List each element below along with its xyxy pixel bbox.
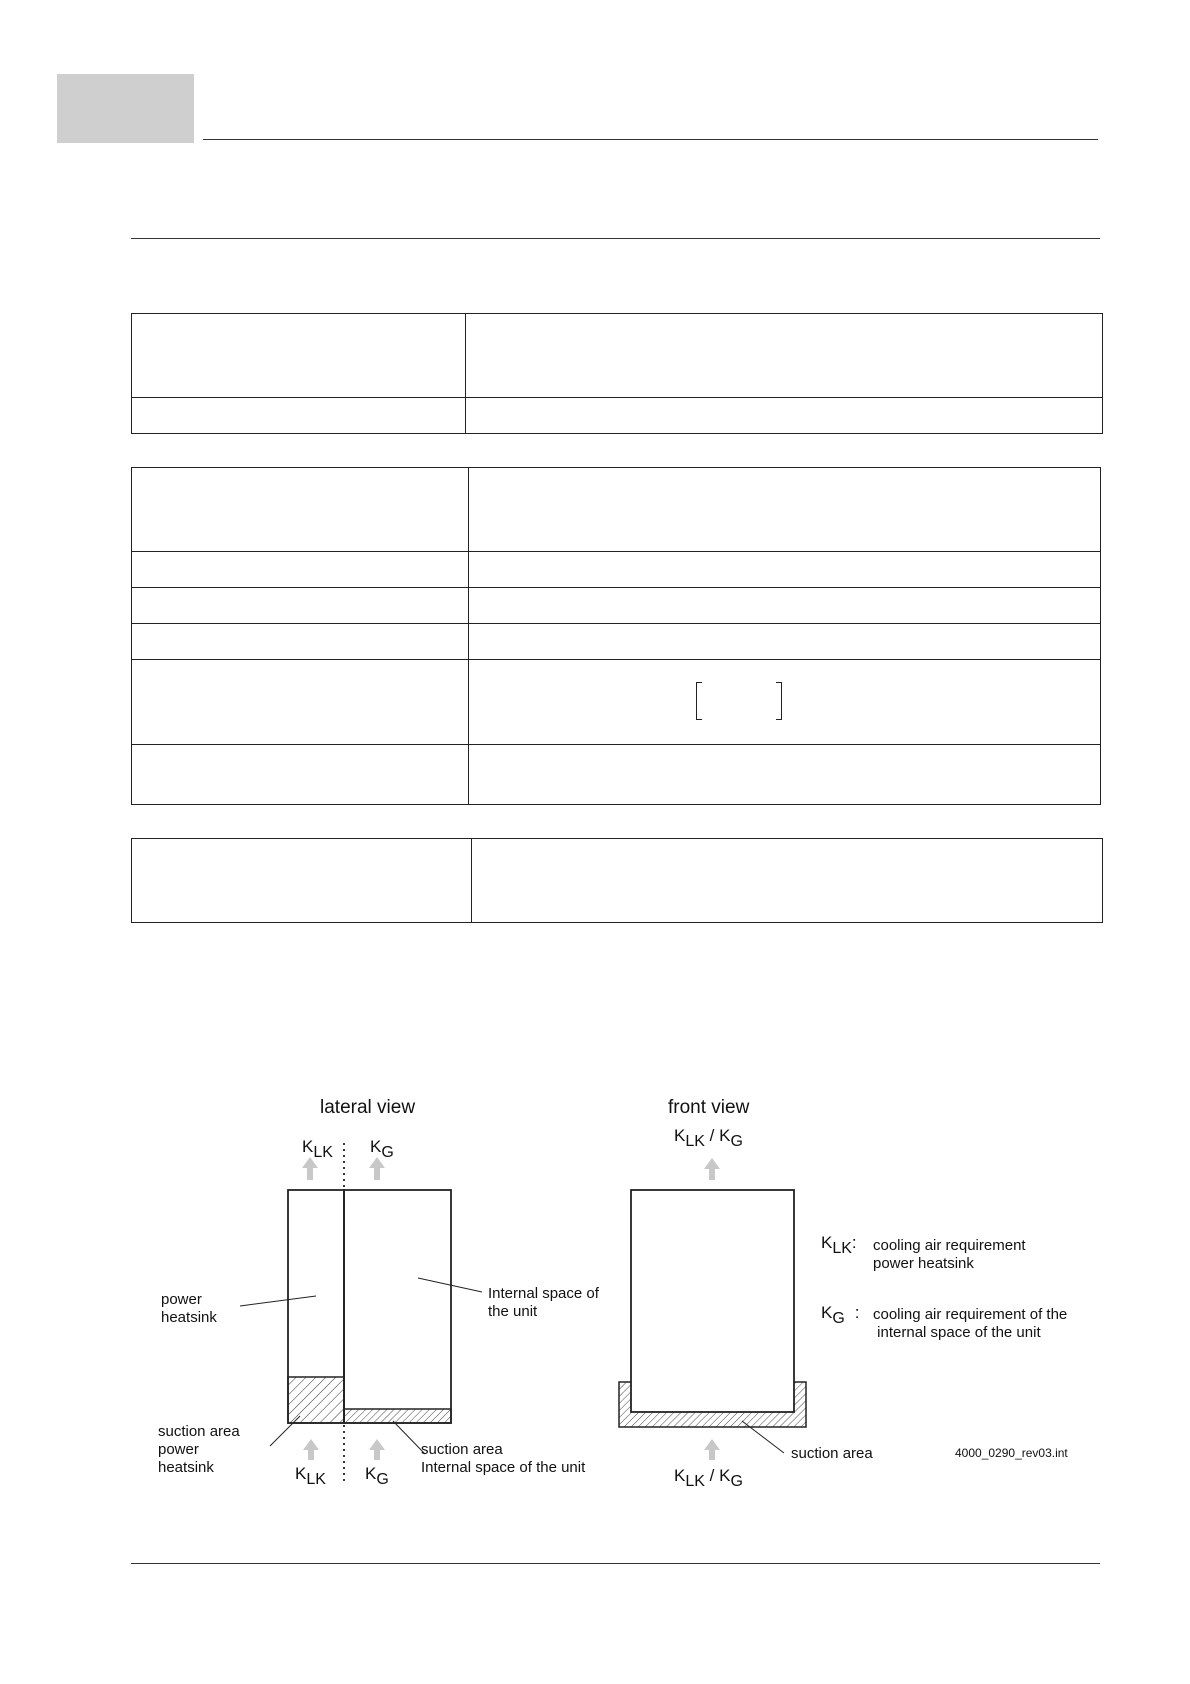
k-symbol: K <box>370 1137 382 1156</box>
legend-klk-description <box>873 1237 1030 1272</box>
internal-space-box <box>344 1190 451 1423</box>
front-suction-area-label: suction area <box>791 1445 873 1462</box>
legend-kg-symbol <box>821 1303 860 1327</box>
label-line: cooling air requirement <box>873 1237 1026 1254</box>
up-arrow-icon <box>369 1439 385 1460</box>
k-symbol: K <box>719 1466 731 1485</box>
label-line: power heatsink <box>873 1255 974 1272</box>
suction-area-power-label <box>158 1423 244 1476</box>
k-subscript: G <box>730 1473 743 1490</box>
suction-area-internal-label <box>421 1441 586 1476</box>
k-symbol: K <box>302 1137 314 1156</box>
k-symbol: K <box>821 1303 833 1322</box>
label-line: suction area <box>158 1423 240 1440</box>
leader-line <box>240 1296 316 1306</box>
label-line: the unit <box>488 1303 538 1320</box>
k-symbol: K <box>674 1466 686 1485</box>
label-line: internal space of the unit <box>873 1324 1041 1341</box>
k-symbol: K <box>821 1233 833 1252</box>
k-symbol: K <box>295 1464 307 1483</box>
lateral-bottom-kg-label <box>365 1464 389 1488</box>
label-line: heatsink <box>161 1309 217 1326</box>
k-symbol: K <box>719 1126 731 1145</box>
up-arrow-icon <box>704 1439 720 1460</box>
k-symbol: K <box>365 1464 377 1483</box>
k-subscript: G <box>381 1144 394 1161</box>
suction-area-power-heatsink <box>288 1377 344 1423</box>
leader-line <box>418 1278 482 1292</box>
internal-space-label <box>488 1285 603 1320</box>
front-view-title: front view <box>668 1097 750 1118</box>
footer-rule <box>131 1563 1100 1564</box>
k-subscript: LK <box>832 1240 852 1257</box>
k-separator: / <box>704 1466 720 1485</box>
k-subscript: LK <box>313 1144 333 1161</box>
k-subscript: G <box>832 1310 845 1327</box>
legend-kg-description <box>873 1306 1088 1341</box>
front-unit-box <box>631 1190 794 1412</box>
k-symbol: K <box>674 1126 686 1145</box>
k-colon: : <box>854 1303 860 1322</box>
lateral-top-klk-label <box>302 1137 333 1161</box>
lateral-bottom-klk-label <box>295 1464 326 1488</box>
label-line: heatsink <box>158 1459 214 1476</box>
leader-line <box>270 1416 300 1446</box>
up-arrow-icon <box>704 1158 720 1180</box>
file-reference: 4000_0290_rev03.int <box>955 1446 1068 1460</box>
k-separator: / <box>704 1126 720 1145</box>
label-line: power <box>161 1291 202 1308</box>
up-arrow-icon <box>303 1439 319 1460</box>
k-subscript: LK <box>685 1473 705 1490</box>
k-subscript: G <box>376 1471 389 1488</box>
label-line: suction area <box>421 1441 503 1458</box>
k-subscript: LK <box>685 1133 705 1150</box>
k-subscript: G <box>730 1133 743 1150</box>
k-colon: : <box>851 1233 857 1252</box>
lateral-top-kg-label <box>370 1137 394 1161</box>
power-heatsink-label <box>161 1291 217 1326</box>
label-line: Internal space of the unit <box>421 1459 586 1476</box>
front-top-k-label <box>674 1126 743 1150</box>
label-line: power <box>158 1441 199 1458</box>
suction-area-internal-space <box>344 1409 451 1423</box>
k-subscript: LK <box>306 1471 326 1488</box>
label-line: cooling air requirement of the <box>873 1306 1068 1323</box>
legend-klk-symbol <box>821 1233 857 1257</box>
front-bottom-k-label <box>674 1466 743 1490</box>
lateral-view-title: lateral view <box>320 1097 416 1118</box>
label-line: Internal space of <box>488 1285 599 1302</box>
